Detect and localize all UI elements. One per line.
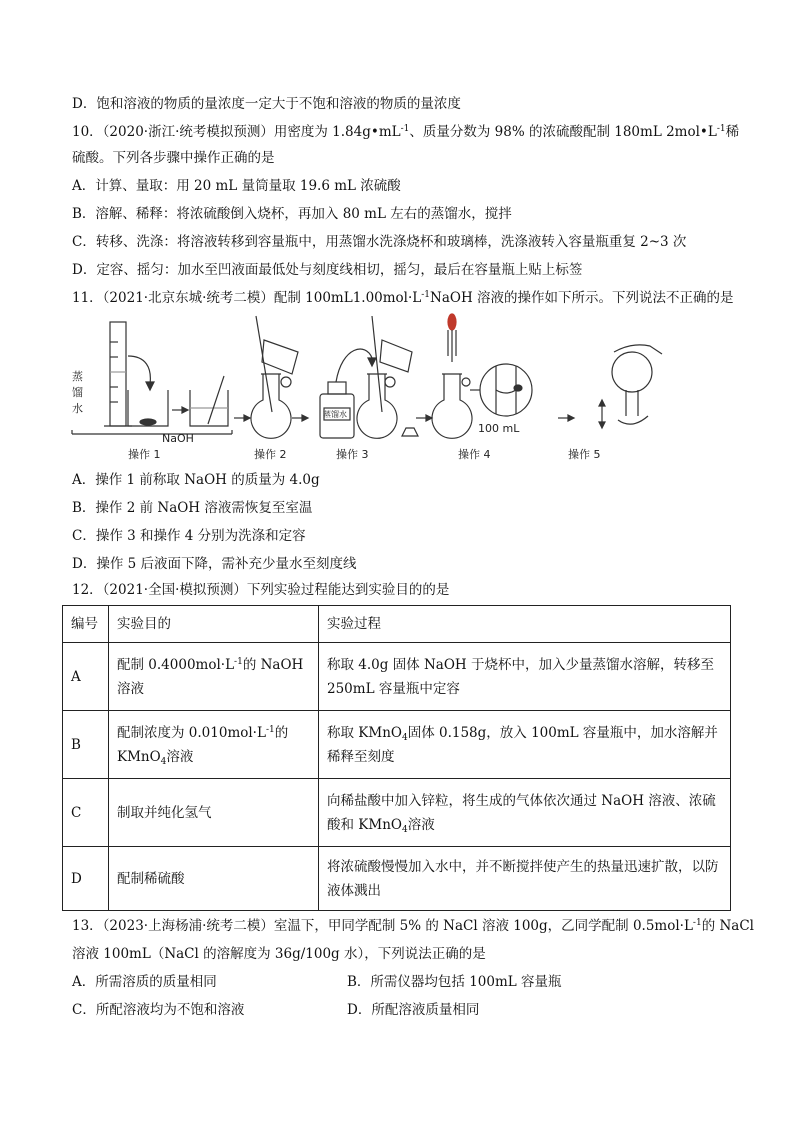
table-header-row xyxy=(63,606,731,643)
row-id: A xyxy=(63,643,109,711)
volumetric-flask-icon-2 xyxy=(357,374,397,438)
q12-stem: 12．（2021·全国·模拟预测）下列实验过程能达到实验目的的是 xyxy=(72,582,450,598)
beaker-pouring-icon xyxy=(262,340,298,374)
volumetric-flask-icon-3 xyxy=(432,374,472,438)
label-water-3: 水 xyxy=(72,402,83,415)
row-goal: 配制稀硫酸 xyxy=(109,847,319,911)
step-label-2: 操作 2 xyxy=(254,448,287,461)
pour-arrow-icon xyxy=(128,356,150,384)
table-row xyxy=(63,711,731,779)
table-row xyxy=(63,779,731,847)
step-label-4: 操作 4 xyxy=(458,448,491,461)
label-wash-bottle: 蒸馏水 xyxy=(323,410,347,419)
table-row xyxy=(63,847,731,911)
q11-option-b: B．操作 2 前 NaOH 溶液需恢复至室温 xyxy=(72,500,313,516)
row-goal: 配制 $0.4000mol\cdot L^{-1}$的 NaOH 溶液 xyxy=(109,643,319,711)
q10-option-c: C．转移、洗涤：将溶液转移到容量瓶中，用蒸馏水洗涤烧杯和玻璃棒，洗涤液转入容量瓶重复 2~3 次 xyxy=(72,234,687,250)
beaker-with-solid-icon xyxy=(128,390,168,426)
q11-option-a: A．操作 1 前称取 NaOH 的质量为 4.0g xyxy=(72,472,320,488)
q13-option-b: B．所需仪器均包括 100mL 容量瓶 xyxy=(347,974,562,990)
q9-option-d: D．饱和溶液的物质的量浓度一定大于不饱和溶液的物质的量浓度 xyxy=(72,96,461,112)
header-goal: 实验目的 xyxy=(109,606,319,643)
q10-stem-line1: 10．（2020·浙江·统考模拟预测）用密度为 $1.84g•mL^{-1}$、质量分数为 98% 的浓硫酸配制 180mL $2mol•L^{-1}$稀 xyxy=(72,124,740,140)
label-100ml: 100 mL xyxy=(478,422,520,435)
q12-table xyxy=(62,605,731,911)
row-id: C xyxy=(63,779,109,847)
step-label-5: 操作 5 xyxy=(568,448,601,461)
row-process: 称取 KMnO$_4$固体 0.158g，放入 100mL 容量瓶中，加水溶解并稀释至刻度 xyxy=(319,711,731,779)
beaker-with-rod-icon xyxy=(190,376,228,426)
label-water-1: 蒸 xyxy=(72,370,83,383)
q10-option-b: B．溶解、稀释：将浓硫酸倒入烧杯，再加入 80 mL 左右的蒸馏水，搅拌 xyxy=(72,206,512,222)
q11-option-c: C．操作 3 和操作 4 分别为洗涤和定容 xyxy=(72,528,306,544)
q13-stem-line2: 溶液 100mL（NaCl 的溶解度为 36g/100g 水），下列说法正确的是 xyxy=(72,946,486,962)
step-label-1: 操作 1 xyxy=(128,448,161,461)
q10-option-d: D．定容、摇匀：加水至凹液面最低处与刻度线相切，摇匀，最后在容量瓶上贴上标签 xyxy=(72,262,583,278)
row-goal: 制取并纯化氢气 xyxy=(109,779,319,847)
beaker-pouring-icon-2 xyxy=(380,340,412,372)
row-process: 向稀盐酸中加入锌粒，将生成的气体依次通过 NaOH 溶液、浓硫酸和 KMnO$_4$溶液 xyxy=(319,779,731,847)
q10-option-a: A．计算、量取：用 20 mL 量筒量取 19.6 mL 浓硫酸 xyxy=(72,178,401,194)
header-process: 实验过程 xyxy=(319,606,731,643)
q13-option-d: D．所配溶液质量相同 xyxy=(347,1002,480,1018)
q13-option-a: A．所需溶质的质量相同 xyxy=(72,974,217,990)
q11-figure xyxy=(66,312,736,464)
q11-option-d: D．操作 5 后液面下降，需补充少量水至刻度线 xyxy=(72,556,357,572)
label-naoh: NaOH xyxy=(162,432,194,445)
row-process: 将浓硫酸慢慢加入水中，并不断搅拌使产生的热量迅速扩散，以防液体溅出 xyxy=(319,847,731,911)
q13-option-c: C．所配溶液均为不饱和溶液 xyxy=(72,1002,245,1018)
table-row xyxy=(63,643,731,711)
magnifier-eye-icon xyxy=(470,364,532,416)
step-label-3: 操作 3 xyxy=(336,448,369,461)
row-goal: 配制浓度为 $0.010mol\cdot L^{-1}$的 KMnO$_4$溶液 xyxy=(109,711,319,779)
row-id: B xyxy=(63,711,109,779)
row-id: D xyxy=(63,847,109,911)
q11-stem: 11．（2021·北京东城·统考二模）配制 $100mL1.00mol\cdot L^{-1}NaOH$ 溶液的操作如下所示。下列说法不正确的是 xyxy=(72,290,734,306)
shaking-flask-icon xyxy=(612,345,662,424)
label-water-2: 馏 xyxy=(72,386,83,399)
header-id: 编号 xyxy=(63,606,109,643)
q13-stem-line1: 13．（2023·上海杨浦·统考二模）室温下，甲同学配制 5% 的 NaCl 溶液 100g，乙同学配制 $0.5mol\cdot L^{-1}$的 NaCl xyxy=(72,918,755,934)
dropper-icon xyxy=(448,314,456,362)
row-process: 称取 4.0g 固体 NaOH 于烧杯中，加入少量蒸馏水溶解，转移至 250mL 容量瓶中定容 xyxy=(319,643,731,711)
q10-stem-line2: 硫酸。下列各步骤中操作正确的是 xyxy=(72,150,275,166)
